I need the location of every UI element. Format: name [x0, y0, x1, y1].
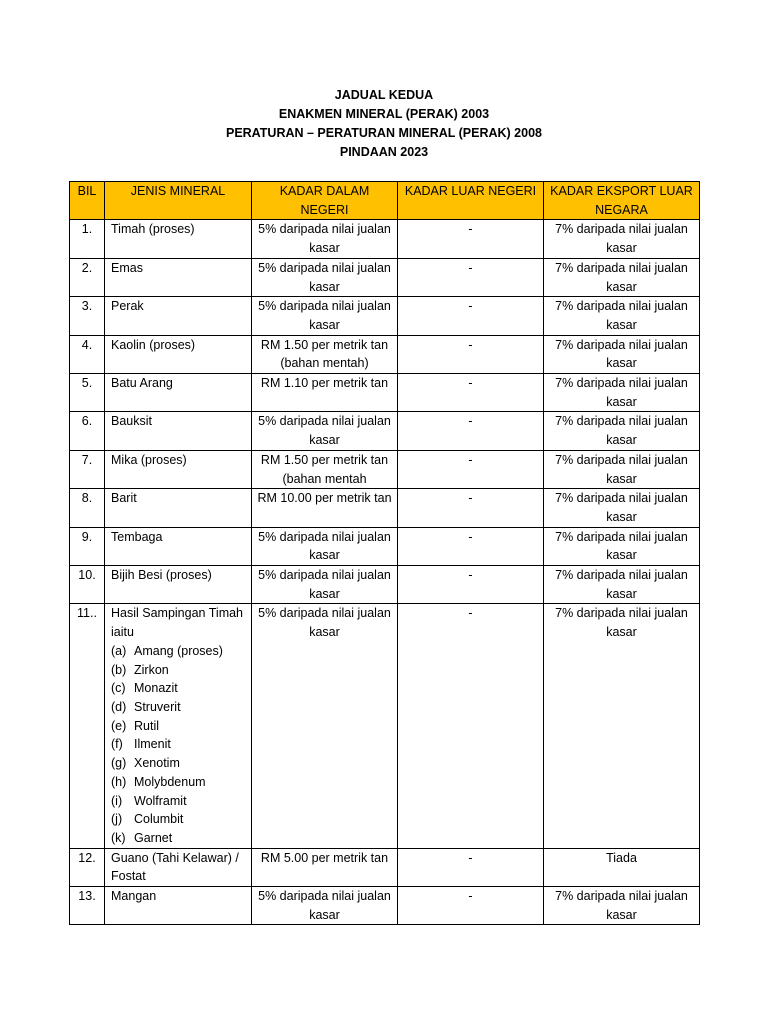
cell-jenis-mineral: Guano (Tahi Kelawar) / Fostat: [105, 848, 252, 886]
item-name: Monazit: [134, 681, 178, 696]
cell-kadar-dalam-negeri: 5% daripada nilai jualan kasar: [252, 258, 398, 296]
item-name: Struverit: [134, 699, 181, 714]
header-kadar-luar-negeri: KADAR LUAR NEGERI: [398, 182, 544, 220]
document-heading: [0, 86, 768, 162]
item-name: Zirkon: [134, 662, 169, 677]
cell-kadar-dalam-negeri: RM 10.00 per metrik tan: [252, 489, 398, 527]
item-letter: (h): [111, 774, 127, 789]
cell-bil: 4.: [70, 335, 105, 373]
cell-kadar-eksport: 7% daripada nilai jualan kasar: [544, 258, 700, 296]
cell-bil: 7.: [70, 450, 105, 488]
heading-line-3: PERATURAN – PERATURAN MINERAL (PERAK) 2008: [225, 126, 542, 140]
by-product-item: [111, 792, 248, 811]
cell-bil: 1.: [70, 220, 105, 258]
cell-jenis-mineral: Mika (proses): [105, 450, 252, 488]
table-row: [70, 412, 700, 450]
cell-kadar-eksport: 7% daripada nilai jualan kasar: [544, 335, 700, 373]
cell-jenis-mineral: Tembaga: [105, 527, 252, 565]
cell-kadar-luar-negeri: -: [398, 604, 544, 848]
cell-kadar-dalam-negeri: RM 1.10 per metrik tan: [252, 374, 398, 412]
cell-jenis-mineral: Emas: [105, 258, 252, 296]
by-products-intro: Hasil Sampingan Timah iaitu: [111, 606, 244, 640]
cell-bil: 13.: [70, 887, 105, 925]
table-row: [70, 604, 700, 848]
cell-kadar-eksport: 7% daripada nilai jualan kasar: [544, 604, 700, 848]
cell-bil: 11..: [70, 604, 105, 848]
cell-kadar-dalam-negeri: 5% daripada nilai jualan kasar: [252, 604, 398, 848]
cell-kadar-dalam-negeri: 5% daripada nilai jualan kasar: [252, 220, 398, 258]
cell-bil: 12.: [70, 848, 105, 886]
item-letter: (a): [111, 643, 127, 658]
cell-jenis-mineral: Kaolin (proses): [105, 335, 252, 373]
item-name: Xenotim: [134, 756, 180, 771]
header-kadar-eksport: KADAR EKSPORT LUAR NEGARA: [544, 182, 700, 220]
cell-jenis-mineral: Perak: [105, 297, 252, 335]
item-letter: (b): [111, 662, 127, 677]
item-name: Columbit: [134, 812, 184, 827]
cell-jenis-mineral: Bauksit: [105, 412, 252, 450]
item-name: Amang (proses): [134, 643, 223, 658]
by-product-item: [111, 735, 248, 754]
cell-kadar-luar-negeri: -: [398, 297, 544, 335]
cell-kadar-eksport: 7% daripada nilai jualan kasar: [544, 220, 700, 258]
item-letter: (g): [111, 756, 127, 771]
by-product-item: [111, 698, 248, 717]
cell-kadar-eksport: 7% daripada nilai jualan kasar: [544, 489, 700, 527]
by-product-item: [111, 829, 248, 848]
cell-kadar-eksport: 7% daripada nilai jualan kasar: [544, 374, 700, 412]
cell-jenis-mineral: Batu Arang: [105, 374, 252, 412]
item-letter: (i): [111, 793, 123, 808]
table-row: [70, 297, 700, 335]
cell-kadar-eksport: Tiada: [544, 848, 700, 886]
heading-line-4: PINDAAN 2023: [339, 145, 429, 159]
item-name: Ilmenit: [134, 737, 171, 752]
item-name: Rutil: [134, 718, 160, 733]
cell-bil: 2.: [70, 258, 105, 296]
header-kadar-dalam-negeri: KADAR DALAM NEGERI: [252, 182, 398, 220]
item-letter: (f): [111, 737, 123, 752]
header-jenis-mineral: JENIS MINERAL: [105, 182, 252, 220]
by-product-item: [111, 773, 248, 792]
header-bil: BIL: [70, 182, 105, 220]
cell-kadar-eksport: 7% daripada nilai jualan kasar: [544, 566, 700, 604]
cell-kadar-eksport: 7% daripada nilai jualan kasar: [544, 887, 700, 925]
item-letter: (j): [111, 812, 123, 827]
table-row: [70, 566, 700, 604]
by-product-item: [111, 717, 248, 736]
cell-kadar-dalam-negeri: 5% daripada nilai jualan kasar: [252, 412, 398, 450]
cell-kadar-dalam-negeri: 5% daripada nilai jualan kasar: [252, 527, 398, 565]
cell-jenis-mineral: [105, 604, 252, 848]
cell-bil: 3.: [70, 297, 105, 335]
cell-kadar-dalam-negeri: RM 5.00 per metrik tan: [252, 848, 398, 886]
cell-kadar-dalam-negeri: 5% daripada nilai jualan kasar: [252, 566, 398, 604]
by-product-item: [111, 754, 248, 773]
cell-kadar-luar-negeri: -: [398, 335, 544, 373]
cell-bil: 5.: [70, 374, 105, 412]
cell-kadar-luar-negeri: -: [398, 848, 544, 886]
table-row: [70, 527, 700, 565]
cell-kadar-luar-negeri: -: [398, 374, 544, 412]
cell-kadar-luar-negeri: -: [398, 412, 544, 450]
cell-kadar-dalam-negeri: RM 1.50 per metrik tan (bahan mentah: [252, 450, 398, 488]
cell-kadar-dalam-negeri: RM 1.50 per metrik tan (bahan mentah): [252, 335, 398, 373]
table-row: [70, 335, 700, 373]
by-product-item: [111, 642, 248, 661]
cell-kadar-eksport: 7% daripada nilai jualan kasar: [544, 527, 700, 565]
item-letter: (d): [111, 699, 127, 714]
item-letter: (k): [111, 830, 126, 845]
cell-jenis-mineral: Timah (proses): [105, 220, 252, 258]
by-product-item: [111, 810, 248, 829]
item-letter: (e): [111, 718, 127, 733]
cell-kadar-luar-negeri: -: [398, 450, 544, 488]
item-name: Wolframit: [134, 793, 187, 808]
by-product-item: [111, 679, 248, 698]
table-header-row: [70, 182, 700, 220]
cell-bil: 10.: [70, 566, 105, 604]
table-row: [70, 489, 700, 527]
table-row: [70, 220, 700, 258]
item-name: Molybdenum: [134, 774, 206, 789]
table-row: [70, 887, 700, 925]
cell-kadar-dalam-negeri: 5% daripada nilai jualan kasar: [252, 297, 398, 335]
by-product-item: [111, 661, 248, 680]
cell-kadar-luar-negeri: -: [398, 489, 544, 527]
table-row: [70, 258, 700, 296]
mineral-rates-table: [69, 181, 700, 925]
cell-jenis-mineral: Barit: [105, 489, 252, 527]
heading-line-2: ENAKMEN MINERAL (PERAK) 2003: [278, 107, 490, 121]
table-row: [70, 848, 700, 886]
cell-kadar-luar-negeri: -: [398, 566, 544, 604]
cell-bil: 9.: [70, 527, 105, 565]
item-letter: (c): [111, 681, 126, 696]
cell-kadar-luar-negeri: -: [398, 527, 544, 565]
cell-jenis-mineral: Bijih Besi (proses): [105, 566, 252, 604]
cell-jenis-mineral: Mangan: [105, 887, 252, 925]
cell-bil: 6.: [70, 412, 105, 450]
heading-line-1: JADUAL KEDUA: [334, 88, 434, 102]
item-name: Garnet: [134, 830, 173, 845]
cell-kadar-eksport: 7% daripada nilai jualan kasar: [544, 412, 700, 450]
cell-kadar-luar-negeri: -: [398, 220, 544, 258]
cell-kadar-luar-negeri: -: [398, 887, 544, 925]
cell-bil: 8.: [70, 489, 105, 527]
cell-kadar-eksport: 7% daripada nilai jualan kasar: [544, 450, 700, 488]
table-row: [70, 450, 700, 488]
table-row: [70, 374, 700, 412]
cell-kadar-eksport: 7% daripada nilai jualan kasar: [544, 297, 700, 335]
cell-kadar-luar-negeri: -: [398, 258, 544, 296]
cell-kadar-dalam-negeri: 5% daripada nilai jualan kasar: [252, 887, 398, 925]
